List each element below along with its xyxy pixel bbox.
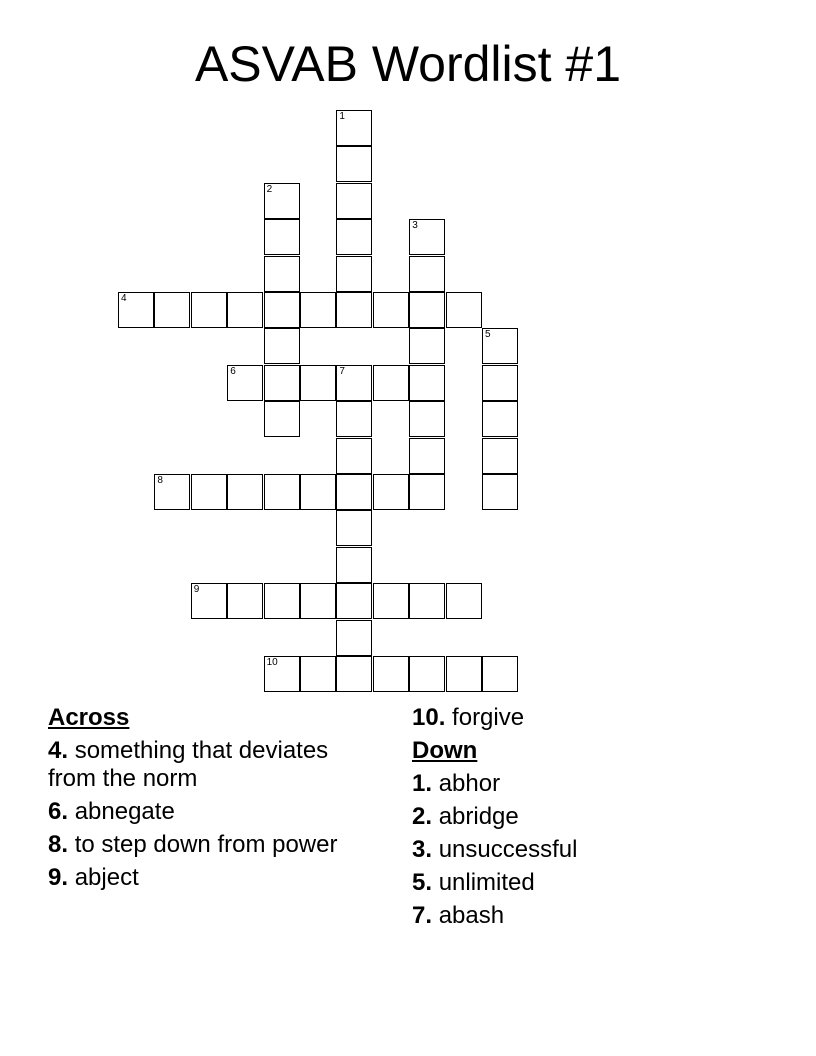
crossword-cell[interactable] xyxy=(446,656,482,692)
crossword-cell[interactable] xyxy=(336,401,372,437)
crossword-cell[interactable] xyxy=(336,146,372,182)
crossword-cell[interactable] xyxy=(409,219,445,255)
crossword-cell[interactable] xyxy=(409,474,445,510)
crossword-cell[interactable] xyxy=(373,656,409,692)
crossword-cell[interactable] xyxy=(264,328,300,364)
clues-column-right xyxy=(412,704,772,935)
crossword-cell[interactable] xyxy=(482,438,518,474)
crossword-cell[interactable] xyxy=(264,219,300,255)
crossword-cell[interactable] xyxy=(409,328,445,364)
across-heading: Across xyxy=(48,704,130,731)
crossword-cell[interactable] xyxy=(336,547,372,583)
clue-down-2 xyxy=(412,803,772,831)
cell-number: 10 xyxy=(266,657,278,668)
clue-across-9 xyxy=(48,864,368,892)
clue-text: forgive xyxy=(452,704,525,731)
cell-number: 6 xyxy=(230,365,236,377)
cell-number: 2 xyxy=(266,183,273,195)
cell-number: 4 xyxy=(121,293,127,304)
clue-text: abhor xyxy=(438,770,501,797)
crossword-cell[interactable] xyxy=(482,328,518,364)
clue-number: 10. xyxy=(412,704,446,731)
cell-number: 1 xyxy=(339,111,345,122)
crossword-cell[interactable] xyxy=(446,292,482,328)
clue-down-3 xyxy=(412,836,772,864)
cell-number: 5 xyxy=(485,329,491,341)
crossword-cell[interactable] xyxy=(191,474,227,510)
cell-number: 9 xyxy=(193,584,200,596)
crossword-cell[interactable] xyxy=(336,183,372,219)
clue-text: abnegate xyxy=(74,798,175,825)
crossword-cell[interactable] xyxy=(191,583,227,619)
crossword-cell[interactable] xyxy=(264,256,300,292)
page-title: ASVAB Wordlist #1 xyxy=(194,36,622,92)
crossword-cell[interactable] xyxy=(409,656,445,692)
crossword-cell[interactable] xyxy=(409,256,445,292)
crossword-cell[interactable] xyxy=(446,583,482,619)
clue-text: something that deviates from the norm xyxy=(48,737,329,792)
crossword-cell[interactable] xyxy=(482,656,518,692)
crossword-cell[interactable] xyxy=(300,474,336,510)
clue-across-10 xyxy=(412,704,772,732)
crossword-cell[interactable] xyxy=(336,292,372,328)
clue-number: 3. xyxy=(412,836,433,863)
crossword-cell[interactable] xyxy=(409,401,445,437)
clue-text: to step down from power xyxy=(74,831,338,858)
crossword-cell[interactable] xyxy=(264,183,300,219)
cell-number: 3 xyxy=(412,220,418,232)
clue-text: abridge xyxy=(438,803,519,830)
clue-number: 6. xyxy=(48,798,69,825)
crossword-cell[interactable] xyxy=(264,292,300,328)
crossword-cell[interactable] xyxy=(227,292,263,328)
crossword-cell[interactable] xyxy=(336,256,372,292)
crossword-cell[interactable] xyxy=(154,474,190,510)
clue-number: 4. xyxy=(48,737,69,764)
crossword-cell[interactable] xyxy=(336,510,372,546)
clue-number: 5. xyxy=(412,869,433,896)
crossword-cell[interactable] xyxy=(227,474,263,510)
crossword-cell[interactable] xyxy=(227,583,263,619)
clue-number: 8. xyxy=(48,831,69,858)
clue-down-7 xyxy=(412,902,772,930)
crossword-cell[interactable] xyxy=(264,474,300,510)
crossword-cell[interactable] xyxy=(336,110,372,146)
crossword-cell[interactable] xyxy=(336,219,372,255)
clue-text: abash xyxy=(438,902,505,929)
clue-down-1 xyxy=(412,770,772,798)
crossword-cell[interactable] xyxy=(373,292,409,328)
crossword-cell[interactable] xyxy=(191,292,227,328)
crossword-cell[interactable] xyxy=(373,474,409,510)
crossword-cell[interactable] xyxy=(482,474,518,510)
crossword-cell[interactable] xyxy=(409,292,445,328)
crossword-cell[interactable] xyxy=(336,620,372,656)
crossword-cell[interactable] xyxy=(300,583,336,619)
crossword-cell[interactable] xyxy=(300,365,336,401)
clue-across-6 xyxy=(48,798,368,826)
clue-text: abject xyxy=(74,864,139,891)
clue-text: unsuccessful xyxy=(438,836,578,863)
crossword-cell[interactable] xyxy=(482,401,518,437)
crossword-cell[interactable] xyxy=(336,474,372,510)
clue-number: 7. xyxy=(412,902,433,929)
cell-number: 8 xyxy=(157,475,163,486)
crossword-cell[interactable] xyxy=(482,365,518,401)
clue-number: 2. xyxy=(412,803,433,830)
crossword-cell[interactable] xyxy=(264,656,300,692)
crossword-cell[interactable] xyxy=(300,656,336,692)
clue-number: 9. xyxy=(48,864,69,891)
clue-across-8 xyxy=(48,831,368,859)
crossword-cell[interactable] xyxy=(373,365,409,401)
crossword-cell[interactable] xyxy=(154,292,190,328)
crossword-cell[interactable] xyxy=(336,365,372,401)
crossword-cell[interactable] xyxy=(373,583,409,619)
crossword-cell[interactable] xyxy=(409,438,445,474)
clue-number: 1. xyxy=(412,770,433,797)
crossword-cell[interactable] xyxy=(118,292,154,328)
crossword-cell[interactable] xyxy=(300,292,336,328)
crossword-cell[interactable] xyxy=(264,583,300,619)
clue-across-4 xyxy=(48,737,368,793)
crossword-cell[interactable] xyxy=(264,401,300,437)
clue-text: unlimited xyxy=(438,869,535,896)
crossword-cell[interactable] xyxy=(409,583,445,619)
crossword-cell[interactable] xyxy=(409,365,445,401)
crossword-cell[interactable] xyxy=(336,438,372,474)
clue-down-5 xyxy=(412,869,772,897)
crossword-cell[interactable] xyxy=(227,365,263,401)
clues-column-left xyxy=(48,704,368,897)
crossword-cell[interactable] xyxy=(264,365,300,401)
crossword-cell[interactable] xyxy=(336,583,372,619)
cell-number: 7 xyxy=(339,365,345,377)
down-heading: Down xyxy=(412,737,478,764)
crossword-cell[interactable] xyxy=(336,656,372,692)
